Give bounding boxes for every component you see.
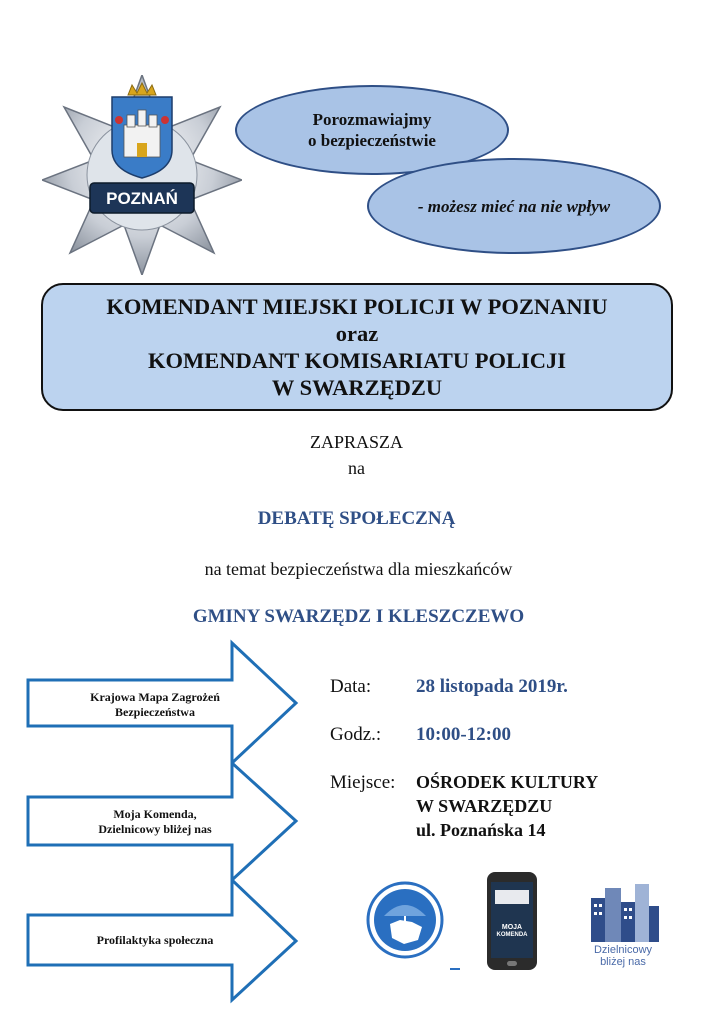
place-line-1: OŚRODEK KULTURY (416, 772, 599, 792)
date-value: 28 listopada 2019r. (416, 676, 568, 697)
title-box (41, 283, 673, 411)
title-line-1: KOMENDANT MIEJSKI POLICJI W POZNANIU (106, 294, 608, 319)
title-line-4: W SWARZĘDZU (271, 375, 443, 400)
place-label: Miejsce: (330, 772, 396, 793)
buildings-icon (583, 880, 663, 942)
event-region: GMINY SWARZĘDZ I KLESZCZEWO (192, 606, 525, 627)
dzielnicowy-line-2: bliżej nas (600, 956, 646, 968)
dzielnicowy-logo (583, 880, 663, 970)
influence-bubble (367, 158, 661, 254)
bubble-line-1: Porozmawiajmy (312, 110, 432, 129)
place-line-3: ul. Poznańska 14 (416, 820, 546, 840)
phone-line-2: KOMENDA (496, 932, 528, 938)
bubble-line-2: o bezpieczeństwie (308, 131, 436, 150)
bubble-second-line: - możesz mieć na nie wpływ (417, 196, 611, 216)
phone-line-1: MOJA (501, 924, 523, 931)
arrow-1-line-1: Krajowa Mapa Zagrożeń (90, 690, 220, 704)
arrow-1-label (60, 690, 250, 720)
arrow-2-line-2: Dzielnicowy bliżej nas (98, 822, 212, 836)
title-line-3: KOMENDANT KOMISARIATU POLICJI (148, 348, 566, 373)
title-line-2: oraz (335, 321, 379, 346)
police-star-icon (42, 75, 242, 275)
invite-zaprasza: ZAPRASZA (309, 432, 403, 452)
underscore-mark (450, 968, 460, 970)
date-label: Data: (330, 676, 372, 697)
kmzb-logo (362, 880, 452, 960)
poznan-label: POZNAŃ (106, 189, 178, 208)
arrow-3-label (60, 933, 250, 948)
arrow-2-label (60, 807, 250, 837)
arrow-1-line-2: Bezpieczeństwa (115, 705, 195, 719)
event-title: DEBATĘ SPOŁECZNĄ (257, 508, 456, 529)
arrow-3-line-1: Profilaktyka społeczna (96, 933, 214, 947)
arrow-2-line-1: Moja Komenda, (113, 807, 197, 821)
poznan-police-star-logo (42, 75, 242, 275)
place-line-2: W SWARZĘDZU (416, 796, 553, 816)
event-topic: na temat bezpieczeństwa dla mieszkańców (204, 559, 513, 579)
dzielnicowy-line-1: Dzielnicowy (593, 944, 653, 956)
time-value: 10:00-12:00 (416, 724, 511, 745)
threat-map-icon (362, 880, 452, 960)
moja-komenda-phone (487, 872, 537, 970)
time-label: Godz.: (330, 724, 382, 745)
phone-home-button (507, 961, 517, 966)
invite-na: na (348, 458, 365, 478)
